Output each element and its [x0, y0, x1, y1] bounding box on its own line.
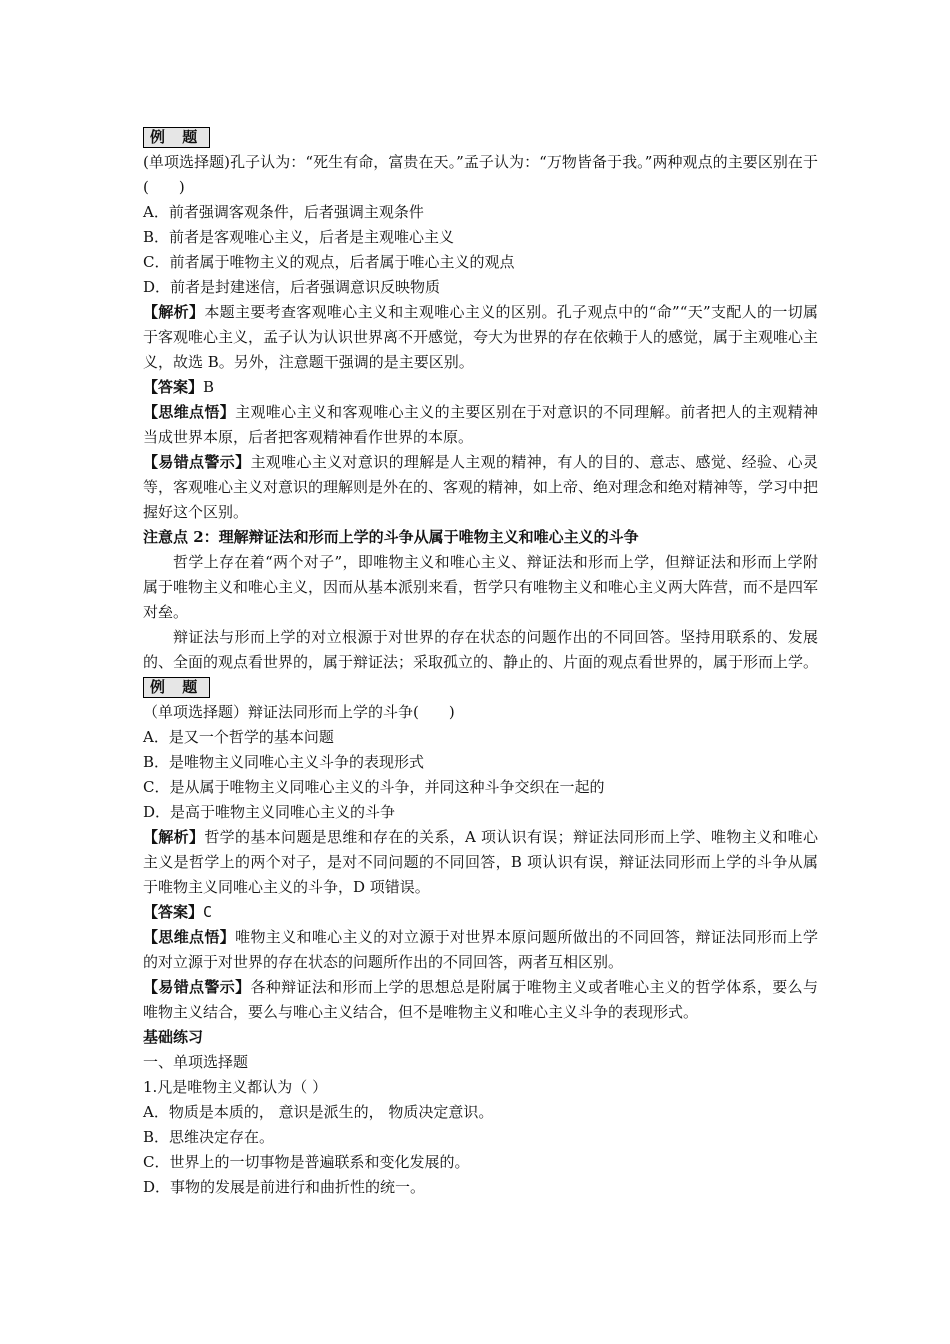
option-b: B．思维决定存在。: [143, 1128, 275, 1146]
example-label: [143, 675, 818, 700]
answer-text: C: [203, 903, 213, 921]
warning-tag: 【易错点警示】: [143, 453, 251, 471]
option-d: D．前者是封建迷信，后者强调意识反映物质: [143, 278, 441, 296]
insight-block: [143, 400, 818, 450]
analysis-tag: 【解析】: [143, 303, 205, 321]
example-label-box: 例 题: [143, 127, 210, 148]
option-a: A．前者强调客观条件，后者强调主观条件: [143, 203, 424, 221]
example-label: [143, 125, 818, 150]
note-heading: 注意点 2：理解辩证法和形而上学的斗争从属于唯物主义和唯心主义的斗争: [143, 528, 639, 546]
insight-tag: 【思维点悟】: [143, 928, 236, 946]
option-d: D．是高于唯物主义同唯心主义的斗争: [143, 803, 396, 821]
option-b: B．是唯物主义同唯心主义斗争的表现形式: [143, 753, 425, 771]
option-c: C．是从属于唯物主义同唯心主义的斗争，并同这种斗争交织在一起的: [143, 778, 605, 796]
note-paragraph: 哲学上存在着“两个对子”，即唯物主义和唯心主义、辩证法和形而上学，但辩证法和形而上学附属于唯物主义和唯心主义，因而从基本派别来看，哲学只有唯物主义和唯心主义两大阵营，而不是四军对垒。: [143, 553, 819, 621]
option-c: C．前者属于唯物主义的观点，后者属于唯心主义的观点: [143, 253, 515, 271]
answer-block: [143, 375, 818, 400]
practice-heading: 基础练习: [143, 1028, 204, 1046]
section-title: 一、单项选择题: [143, 1053, 249, 1071]
analysis-text: 本题主要考查客观唯心主义和主观唯心主义的区别。孔子观点中的“命”“天”支配人的一切属于客观唯心主义，孟子认为认识世界离不开感觉，夸大为世界的存在依赖于人的感觉，属于主观唯心主义，故选 B。另外，注意题干强调的是主要区别。: [143, 303, 819, 371]
option-c: C．世界上的一切事物是普遍联系和变化发展的。: [143, 1153, 470, 1171]
option-a: A．物质是本质的， 意识是派生的， 物质决定意识。: [143, 1103, 494, 1121]
analysis-tag: 【解析】: [143, 828, 205, 846]
insight-text: 主观唯心主义和客观唯心主义的主要区别在于对意识的不同理解。前者把人的主观精神当成世界本原，后者把客观精神看作世界的本原。: [143, 403, 818, 446]
analysis-block: [143, 300, 818, 375]
warning-block: [143, 975, 818, 1025]
answer-text: B: [203, 378, 215, 396]
analysis-text: 哲学的基本问题是思维和存在的关系，A 项认识有误；辩证法同形而上学、唯物主义和唯心主义是哲学上的两个对子，是对不同问题的不同回答，B 项认识有误，辩证法同形而上学的斗争从属于唯物主义同唯心主义的斗争，D 项错误。: [143, 828, 818, 896]
note-paragraph: 辩证法与形而上学的对立根源于对世界的存在状态的问题作出的不同回答。坚持用联系的、发展的、全面的观点看世界的，属于辩证法；采取孤立的、静止的、片面的观点看世界的，属于形而上学。: [143, 628, 819, 671]
warning-block: [143, 450, 818, 525]
analysis-block: [143, 825, 818, 900]
warning-tag: 【易错点警示】: [143, 978, 251, 996]
question-text: 1.凡是唯物主义都认为（ ）: [143, 1078, 328, 1096]
option-d: D．事物的发展是前进行和曲折性的统一。: [143, 1178, 426, 1196]
warning-text: 主观唯心主义对意识的理解是人主观的精神，有人的目的、意志、感觉、经验、心灵等，客观唯心主义对意识的理解则是外在的、客观的精神，如上帝、绝对理念和绝对精神等，学习中把握好这个区别。: [143, 453, 819, 521]
answer-block: [143, 900, 818, 925]
insight-block: [143, 925, 818, 975]
answer-tag: 【答案】: [143, 378, 204, 396]
question-text: （单项选择题）辩证法同形而上学的斗争( ): [143, 703, 455, 721]
example-label-box: 例 题: [143, 677, 210, 698]
option-a: A．是又一个哲学的基本问题: [143, 728, 334, 746]
insight-tag: 【思维点悟】: [143, 403, 236, 421]
document-page: [143, 125, 818, 1200]
question-text: (单项选择题)孔子认为：“死生有命，富贵在天。”孟子认为：“万物皆备于我。”两种观点的主要区别在于( ): [143, 153, 818, 196]
insight-text: 唯物主义和唯心主义的对立源于对世界本原问题所做出的不同回答，辩证法同形而上学的对立源于对世界的存在状态的问题所作出的不同回答，两者互相区别。: [143, 928, 818, 971]
answer-tag: 【答案】: [143, 903, 204, 921]
option-b: B．前者是客观唯心主义，后者是主观唯心主义: [143, 228, 455, 246]
warning-text: 各种辩证法和形而上学的思想总是附属于唯物主义或者唯心主义的哲学体系，要么与唯物主义结合，要么与唯心主义结合，但不是唯物主义和唯心主义斗争的表现形式。: [143, 978, 818, 1021]
